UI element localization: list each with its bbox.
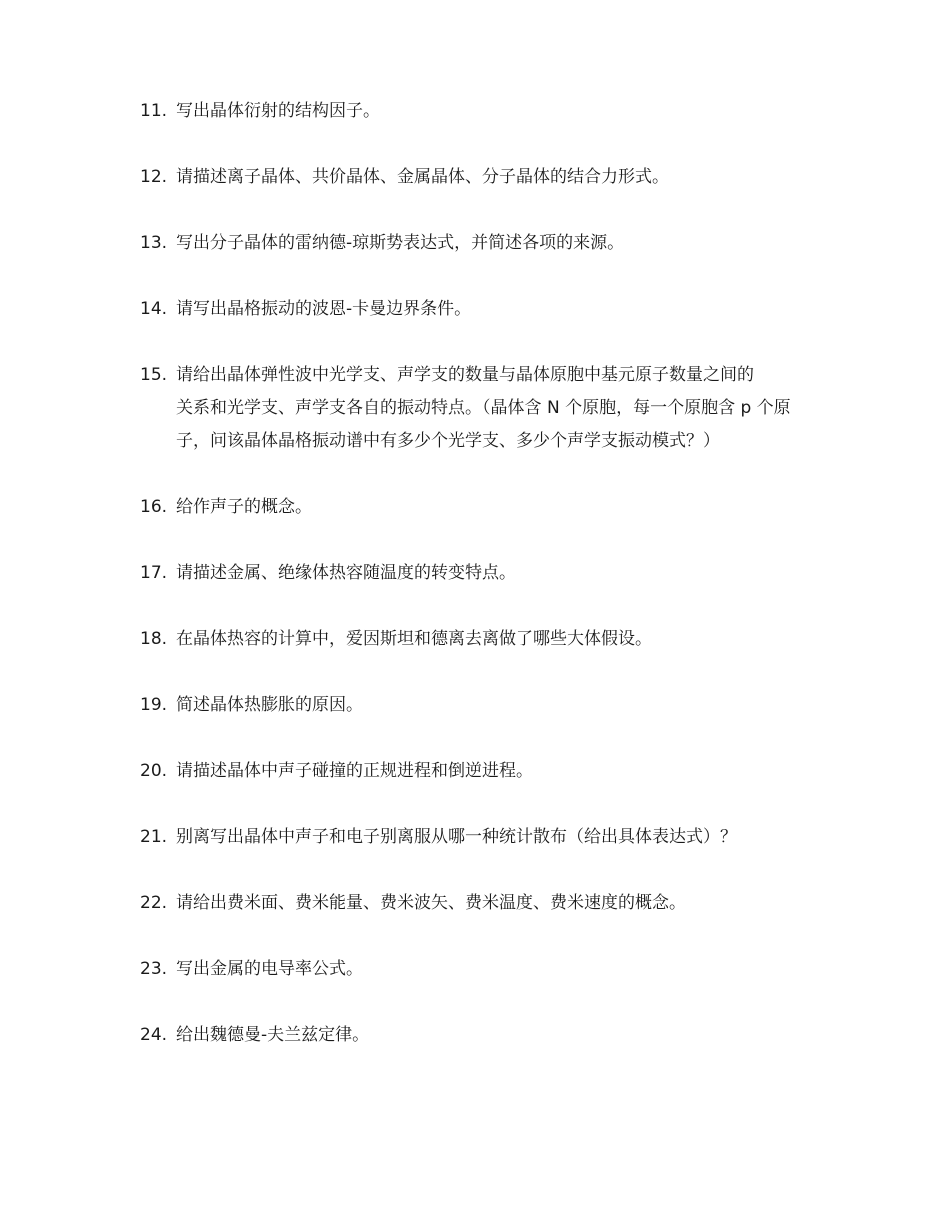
question-item-20 [140, 755, 820, 788]
question-number: 17. [140, 563, 168, 583]
question-item-15 [140, 359, 820, 458]
question-number: 18. [140, 629, 168, 649]
question-number: 19. [140, 695, 168, 715]
question-text-line: 子，问该晶体晶格振动谱中有多少个光学支、多少个声学支振动模式？） [176, 431, 721, 451]
question-text: 别离写出晶体中声子和电子别离服从哪一种统计散布（给出具体表达式）？ [176, 827, 738, 847]
question-text: 请给出费米面、费米能量、费米波矢、费米温度、费米速度的概念。 [176, 893, 687, 913]
question-text: 请描述离子晶体、共价晶体、金属晶体、分子晶体的结合力形式。 [176, 167, 670, 187]
question-number: 23. [140, 959, 168, 979]
question-list [140, 95, 820, 1052]
question-number: 11. [140, 101, 168, 121]
question-item-19 [140, 689, 820, 722]
question-item-22 [140, 887, 820, 920]
question-text-line: 请给出晶体弹性波中光学支、声学支的数量与晶体原胞中基元原子数量之间的 [176, 365, 755, 385]
question-text: 写出金属的电导率公式。 [176, 959, 364, 979]
question-item-13 [140, 227, 820, 260]
question-item-11 [140, 95, 820, 128]
question-text: 请写出晶格振动的波恩-卡曼边界条件。 [176, 299, 472, 319]
question-text: 请描述晶体中声子碰撞的正规进程和倒逆进程。 [176, 761, 534, 781]
question-text [176, 359, 820, 458]
question-item-17 [140, 557, 820, 590]
question-number: 15. [140, 365, 168, 385]
question-item-12 [140, 161, 820, 194]
question-item-16 [140, 491, 820, 524]
question-item-21 [140, 821, 820, 854]
question-text-line: 关系和光学支、声学支各自的振动特点。（晶体含 N 个原胞，每一个原胞含 p 个原 [176, 398, 791, 418]
question-text: 写出晶体衍射的结构因子。 [176, 101, 381, 121]
question-text: 给作声子的概念。 [176, 497, 313, 517]
question-number: 16. [140, 497, 168, 517]
question-text: 请描述金属、绝缘体热容随温度的转变特点。 [176, 563, 517, 583]
question-number: 12. [140, 167, 168, 187]
question-item-14 [140, 293, 820, 326]
question-text: 给出魏德曼-夫兰兹定律。 [176, 1025, 370, 1045]
question-item-23 [140, 953, 820, 986]
question-text: 写出分子晶体的雷纳德-琼斯势表达式，并简述各项的来源。 [176, 233, 625, 253]
question-text: 在晶体热容的计算中，爱因斯坦和德离去离做了哪些大体假设。 [176, 629, 653, 649]
question-number: 20. [140, 761, 168, 781]
question-number: 24. [140, 1025, 168, 1045]
question-item-18 [140, 623, 820, 656]
question-item-24 [140, 1019, 820, 1052]
question-number: 14. [140, 299, 168, 319]
question-number: 22. [140, 893, 168, 913]
question-number: 21. [140, 827, 168, 847]
question-number: 13. [140, 233, 168, 253]
question-text: 简述晶体热膨胀的原因。 [176, 695, 364, 715]
